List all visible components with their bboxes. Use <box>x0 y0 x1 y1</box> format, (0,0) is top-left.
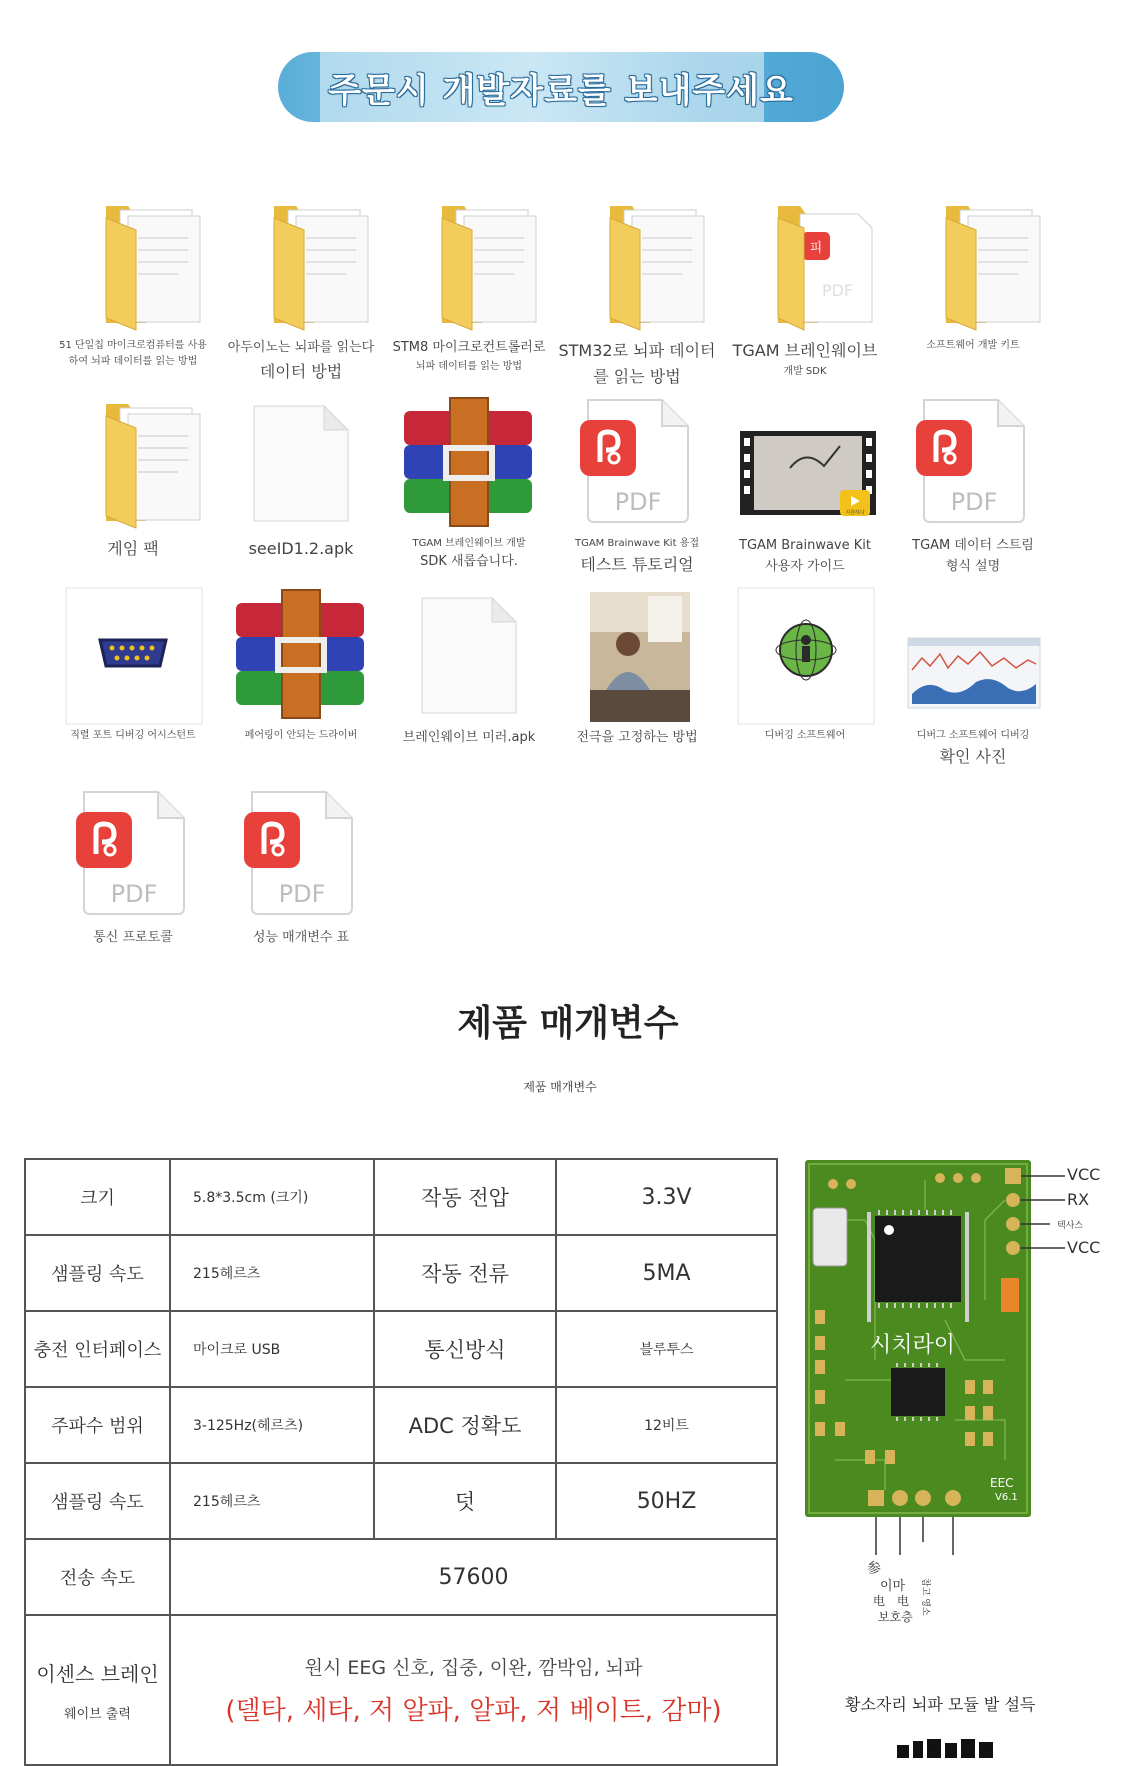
file-label: seeID1.2.apk <box>248 539 354 558</box>
file-label: 소프트웨어 개발 키트 <box>926 340 1020 351</box>
section-subtitle: 제품 매개변수 <box>523 1080 597 1094</box>
eeg-module-board <box>805 1160 1115 1630</box>
banner-title: 주문시 개발자료를 보내주세요 <box>328 70 794 111</box>
file-item[interactable] <box>48 778 218 949</box>
file-item[interactable] <box>216 778 386 949</box>
file-item[interactable] <box>384 386 554 573</box>
file-item[interactable] <box>384 578 554 749</box>
file-label: TGAM Brainwave Kit 용접 <box>574 538 700 549</box>
pdf-file-icon <box>552 386 722 536</box>
photo-thumbnail-icon <box>552 578 722 728</box>
file-label: 직렬 포트 디버깅 어시스턴트 <box>70 730 196 741</box>
spec-label: 샘플링 속도 <box>25 1463 170 1539</box>
file-item[interactable] <box>888 386 1058 578</box>
spec-value: 블루투스 <box>556 1311 777 1387</box>
spec-label: 작동 전류 <box>374 1235 556 1311</box>
spec-row <box>25 1463 777 1539</box>
pin-tx: 텍사스 <box>1057 1221 1084 1231</box>
chart-thumbnail-icon <box>888 578 1058 728</box>
file-item[interactable] <box>552 386 722 578</box>
spec-row <box>25 1539 777 1615</box>
serial-port-icon <box>48 578 218 728</box>
spec-row <box>25 1387 777 1463</box>
pdf-file-icon <box>216 778 386 928</box>
spec-value: 215헤르츠 <box>170 1463 374 1539</box>
pin-ref: 参 <box>867 1561 881 1577</box>
file-label: 확인 사진 <box>939 747 1007 766</box>
folder-icon <box>552 188 722 338</box>
file-item[interactable] <box>720 578 890 744</box>
spec-row <box>25 1159 777 1235</box>
output-label-line2: 웨이브 출력 <box>64 1707 131 1722</box>
pin-vcc-top: VCC <box>1067 1165 1101 1184</box>
spec-value: 50HZ <box>556 1463 777 1539</box>
spec-value: 12비트 <box>556 1387 777 1463</box>
file-label: 사용자 가이드 <box>765 558 845 574</box>
cropped-heading-fragment <box>895 1733 1005 1758</box>
file-item[interactable] <box>552 578 722 749</box>
folder-icon <box>888 188 1058 338</box>
pin-vcc-bottom: VCC <box>1067 1238 1101 1257</box>
archive-icon <box>384 386 554 536</box>
file-label: 브레인웨이브 미러.apk <box>402 730 536 745</box>
output-signals: 원시 EEG 신호, 집중, 이완, 깜박임, 뇌파 <box>304 1657 643 1679</box>
board-caption: 황소자리 뇌파 모듈 발 설득 <box>845 1695 1036 1714</box>
file-item[interactable] <box>888 188 1058 354</box>
file-label: 아두이노는 뇌파를 읽는다 <box>227 340 375 355</box>
spec-label: 크기 <box>25 1159 170 1235</box>
pdf-file-icon <box>48 778 218 928</box>
archive-icon <box>216 578 386 728</box>
svg-text:지원하다: 지원하다 <box>845 510 865 516</box>
file-label: 게임 팩 <box>107 539 159 558</box>
file-label: 개발 SDK <box>783 365 827 377</box>
pin-shield: 보호층 <box>878 1610 913 1624</box>
chip-label: 시치라이 <box>870 1333 956 1358</box>
svg-text:PDF: PDF <box>278 880 326 908</box>
file-label: 형식 설명 <box>945 558 1001 574</box>
title-banner <box>278 52 844 122</box>
file-label: STM8 마이크로컨트롤러로 <box>392 340 546 355</box>
folder-icon <box>384 188 554 338</box>
file-item[interactable] <box>48 578 218 744</box>
spec-value: 마이크로 USB <box>170 1311 374 1387</box>
pdf-file-icon <box>888 386 1058 536</box>
spec-label: 샘플링 속도 <box>25 1235 170 1311</box>
spec-label: 덧 <box>374 1463 556 1539</box>
spec-label: 통신방식 <box>374 1311 556 1387</box>
file-label: SDK 새롭습니다. <box>420 554 518 569</box>
blank-file-icon <box>384 578 554 728</box>
svg-text:PDF: PDF <box>822 281 854 300</box>
spec-table <box>24 1158 778 1766</box>
spec-label: 주파수 범위 <box>25 1387 170 1463</box>
file-label: STM32로 뇌파 데이터 <box>558 341 716 360</box>
file-label: 하여 뇌파 데이터를 읽는 방법 <box>68 356 198 367</box>
pdf-folder-icon <box>720 188 890 338</box>
output-label-line1: 이센스 브레인 <box>36 1662 159 1686</box>
folder-icon <box>216 188 386 338</box>
spec-label: ADC 정확도 <box>374 1387 556 1463</box>
svg-text:피: 피 <box>809 241 823 256</box>
board-version: V6.1 <box>995 1492 1018 1503</box>
pin-forehead: 이마 <box>880 1579 906 1594</box>
spec-row <box>25 1311 777 1387</box>
spec-row <box>25 1615 777 1765</box>
section-title: 제품 매개변수 <box>457 1003 679 1044</box>
file-item[interactable] <box>552 188 722 389</box>
file-item[interactable] <box>216 188 386 384</box>
pin-electrode-2: 电 <box>897 1594 910 1608</box>
folder-icon <box>48 188 218 338</box>
spec-value: 3.3V <box>556 1159 777 1235</box>
file-label: TGAM 브레인웨이브 개발 <box>412 538 526 549</box>
spec-label: 충전 인터페이스 <box>25 1311 170 1387</box>
video-thumbnail-icon <box>720 386 890 536</box>
pin-rx: RX <box>1067 1190 1090 1209</box>
spec-label: 작동 전압 <box>374 1159 556 1235</box>
file-item[interactable] <box>48 386 218 562</box>
pin-electrode-1: 电 <box>873 1594 886 1608</box>
file-label: 51 단일칩 마이크로컴퓨터를 사용 <box>59 340 207 351</box>
file-item[interactable] <box>48 188 218 370</box>
file-item[interactable] <box>216 578 386 744</box>
file-label: TGAM 데이터 스트림 <box>912 538 1034 553</box>
file-label: 테스트 튜토리얼 <box>580 555 694 574</box>
file-label: 통신 프로토콜 <box>93 930 173 945</box>
file-label: TGAM Brainwave Kit <box>739 538 871 553</box>
file-label: 디버깅 소프트웨어 <box>764 730 846 741</box>
spec-label <box>25 1615 170 1765</box>
pin-reference-label: 참고 영소 <box>920 1578 930 1616</box>
blank-file-icon <box>216 386 386 536</box>
folder-icon <box>48 386 218 536</box>
svg-text:PDF: PDF <box>614 488 662 516</box>
file-item[interactable] <box>888 578 1058 770</box>
output-bands: (델타, 세타, 저 알파, 알파, 저 베이트, 감마) <box>225 1696 722 1726</box>
spec-row <box>25 1235 777 1311</box>
board-model: EEC <box>990 1476 1014 1490</box>
spec-value: 5.8*3.5cm (크기) <box>170 1159 374 1235</box>
spec-value: 215헤르츠 <box>170 1235 374 1311</box>
spec-value: 3-125Hz(헤르츠) <box>170 1387 374 1463</box>
file-label: TGAM 브레인웨이브 <box>732 341 878 360</box>
file-label: 뇌파 데이터를 읽는 방법 <box>415 360 523 372</box>
file-item[interactable] <box>720 386 890 578</box>
file-label: 를 읽는 방법 <box>593 366 681 386</box>
file-label: 페어링이 안되는 드라이버 <box>244 730 358 741</box>
debug-software-icon <box>720 578 890 728</box>
file-label: 데이터 방법 <box>259 361 343 381</box>
file-item[interactable] <box>216 386 386 562</box>
file-item[interactable] <box>720 188 890 380</box>
spec-label: 전송 속도 <box>25 1539 170 1615</box>
file-label: 전극을 고정하는 방법 <box>576 730 698 745</box>
spec-value: 5MA <box>556 1235 777 1311</box>
spec-value <box>170 1615 777 1765</box>
svg-text:PDF: PDF <box>950 488 998 516</box>
spec-value: 57600 <box>170 1539 777 1615</box>
file-label: 디버그 소프트웨어 디버깅 <box>916 730 1030 741</box>
file-item[interactable] <box>384 188 554 375</box>
svg-text:PDF: PDF <box>110 880 158 908</box>
file-label: 성능 매개변수 표 <box>252 930 350 945</box>
